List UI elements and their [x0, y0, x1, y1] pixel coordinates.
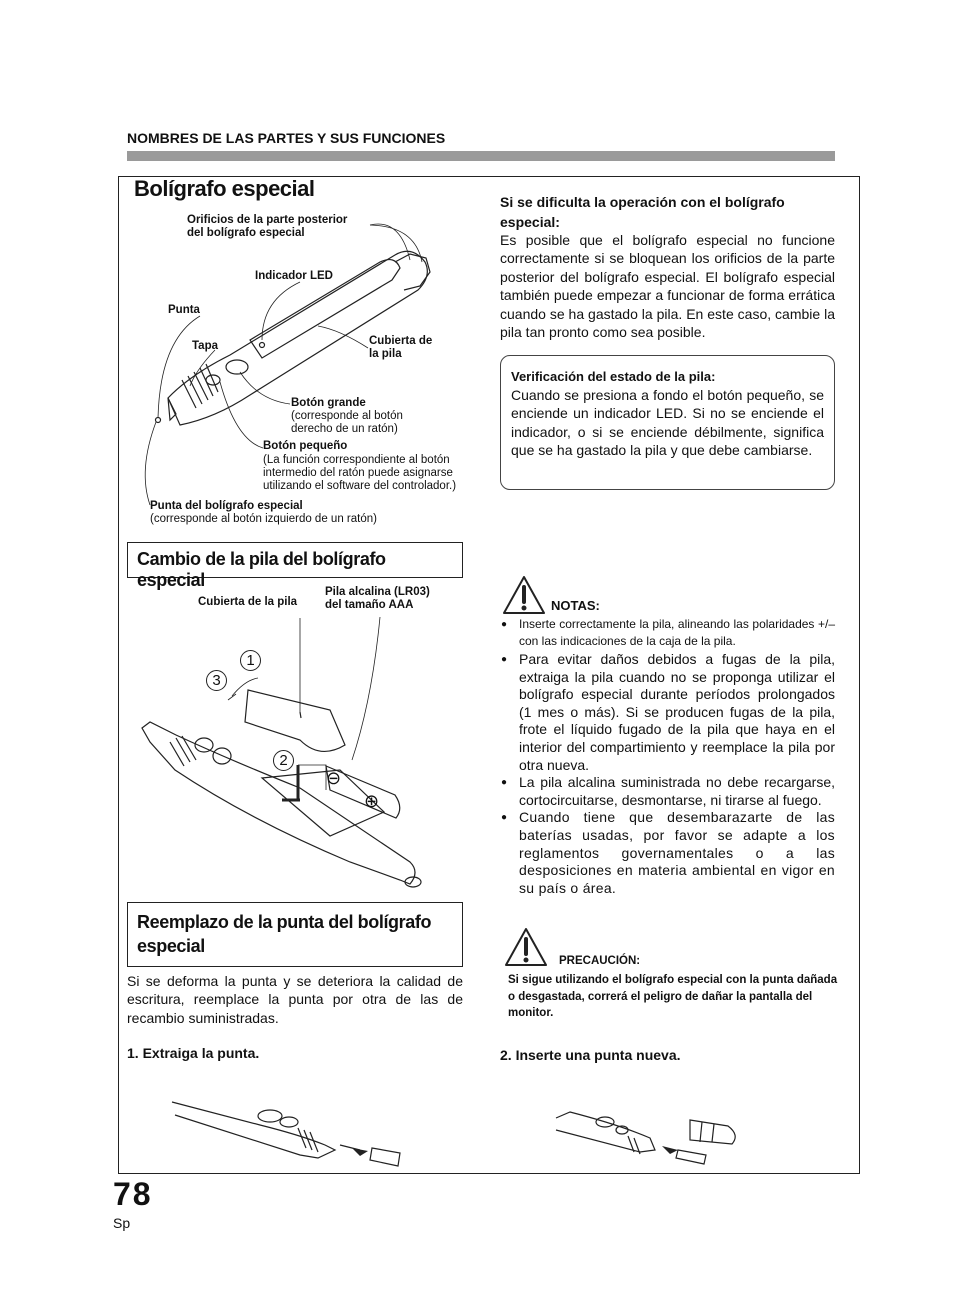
battery-type-label: Pila alcalina (LR03) del tamaño AAA: [325, 586, 430, 611]
step-1-marker: 1: [240, 650, 261, 671]
label-big-button-note: (corresponde al botón derecho de un ratón): [291, 410, 403, 435]
note-item: ● Para evitar daños debidos a fugas de la pila, extraiga la pila cuando no se proponga utilizar el bolígrafo especial durante períodos prolongados (1 mes o más). Si se producen fugas de la pila, frote el líquido fugado de la pila que haya en el interior del compartimiento y reemplace la pila por otra nueva.: [501, 651, 835, 774]
battery-check-heading: Verificación del estado de la pila:: [511, 369, 716, 384]
battery-check-body: Cuando se presiona a fondo el botón pequeño, se enciende un indicador LED. Si no se enciende el indicador, o si se enciende débilmente, significa que se ha gastado la pila y que debe cambiarse.: [511, 387, 824, 459]
caution-heading: PRECAUCIÓN:: [559, 955, 641, 967]
label-tip: Punta: [168, 304, 200, 316]
notes-heading: NOTAS:: [551, 598, 600, 613]
language-code: Sp: [113, 1215, 131, 1231]
tip-replace-body: Si se deforma la punta y se deteriora la calidad de escritura, reemplace la punta por otra de las de recambio suministradas.: [127, 973, 463, 1026]
warning-icon: [502, 575, 546, 615]
step-3-marker: 3: [206, 670, 227, 691]
label-small-button-note: (La función correspondiente al botón intermedio del ratón puede asignarse utilizando el software del controlador.): [263, 454, 457, 492]
step2-label: 2. Inserte una punta nueva.: [500, 1047, 681, 1063]
step-2-marker: 2: [273, 750, 294, 771]
battery-change-heading: Cambio de la pila del bolígrafo especial: [127, 542, 463, 578]
page-title: Bolígrafo especial: [134, 176, 315, 201]
caution-body: Si sigue utilizando el bolígrafo especial con la punta dañada o desgastada, correrá el peligro de dañar la pantalla del monitor.: [508, 974, 838, 1019]
notes-list: [501, 612, 835, 897]
polarity-plus: ⊕: [364, 791, 380, 811]
note-item: ● La pila alcalina suministrada no debe recargarse, cortocircuitarse, desmontarse, ni tirarse al fuego.: [501, 774, 835, 809]
header-bar: [127, 151, 835, 161]
battery-cover-label: Cubierta de la pila: [198, 596, 298, 608]
note-item: ● Cuando tiene que desembarazarte de las baterías usadas, por favor se adapte a los reglamentos governamentales o a las desposiciones en materia ambiental en vigor en su país o área.: [501, 809, 835, 897]
page-number: 78: [113, 1176, 153, 1212]
note-item: ● Inserte correctamente la pila, alineando las polaridades +/– con las indicaciones de la caja de la pila.: [501, 616, 835, 650]
label-small-button: Botón pequeño: [263, 440, 348, 452]
caution-icon: [504, 927, 548, 967]
tip-replace-heading: Reemplazo de la punta del bolígrafo especial: [127, 902, 463, 967]
polarity-minus: ⊖: [326, 768, 342, 788]
label-cap: Tapa: [192, 340, 218, 352]
label-big-button: Botón grande: [291, 397, 366, 409]
section-header: NOMBRES DE LAS PARTES Y SUS FUNCIONES: [127, 130, 446, 146]
difficulty-heading: Si se dificulta la operación con el bolígrafo especial:: [500, 194, 785, 230]
step1-label: 1. Extraiga la punta.: [127, 1045, 260, 1061]
label-holes: Orificios de la parte posterior del bolígrafo especial: [187, 214, 348, 239]
label-pen-tip-note: (corresponde al botón izquierdo de un ratón): [150, 513, 377, 525]
label-battery-cover: Cubierta de la pila: [369, 335, 433, 360]
label-pen-tip: Punta del bolígrafo especial: [150, 500, 303, 512]
label-led: Indicador LED: [255, 270, 333, 282]
battery-check-box: [500, 355, 835, 490]
difficulty-body: Es posible que el bolígrafo especial no funcione correctamente si se bloquean los orificios de la parte posterior del bolígrafo especial. El bolígrafo especial también puede empezar a funcionar de forma errática cuando se ha gastado la pila. En este caso, cambie la pila tan pronto como sea posible.: [500, 232, 835, 341]
